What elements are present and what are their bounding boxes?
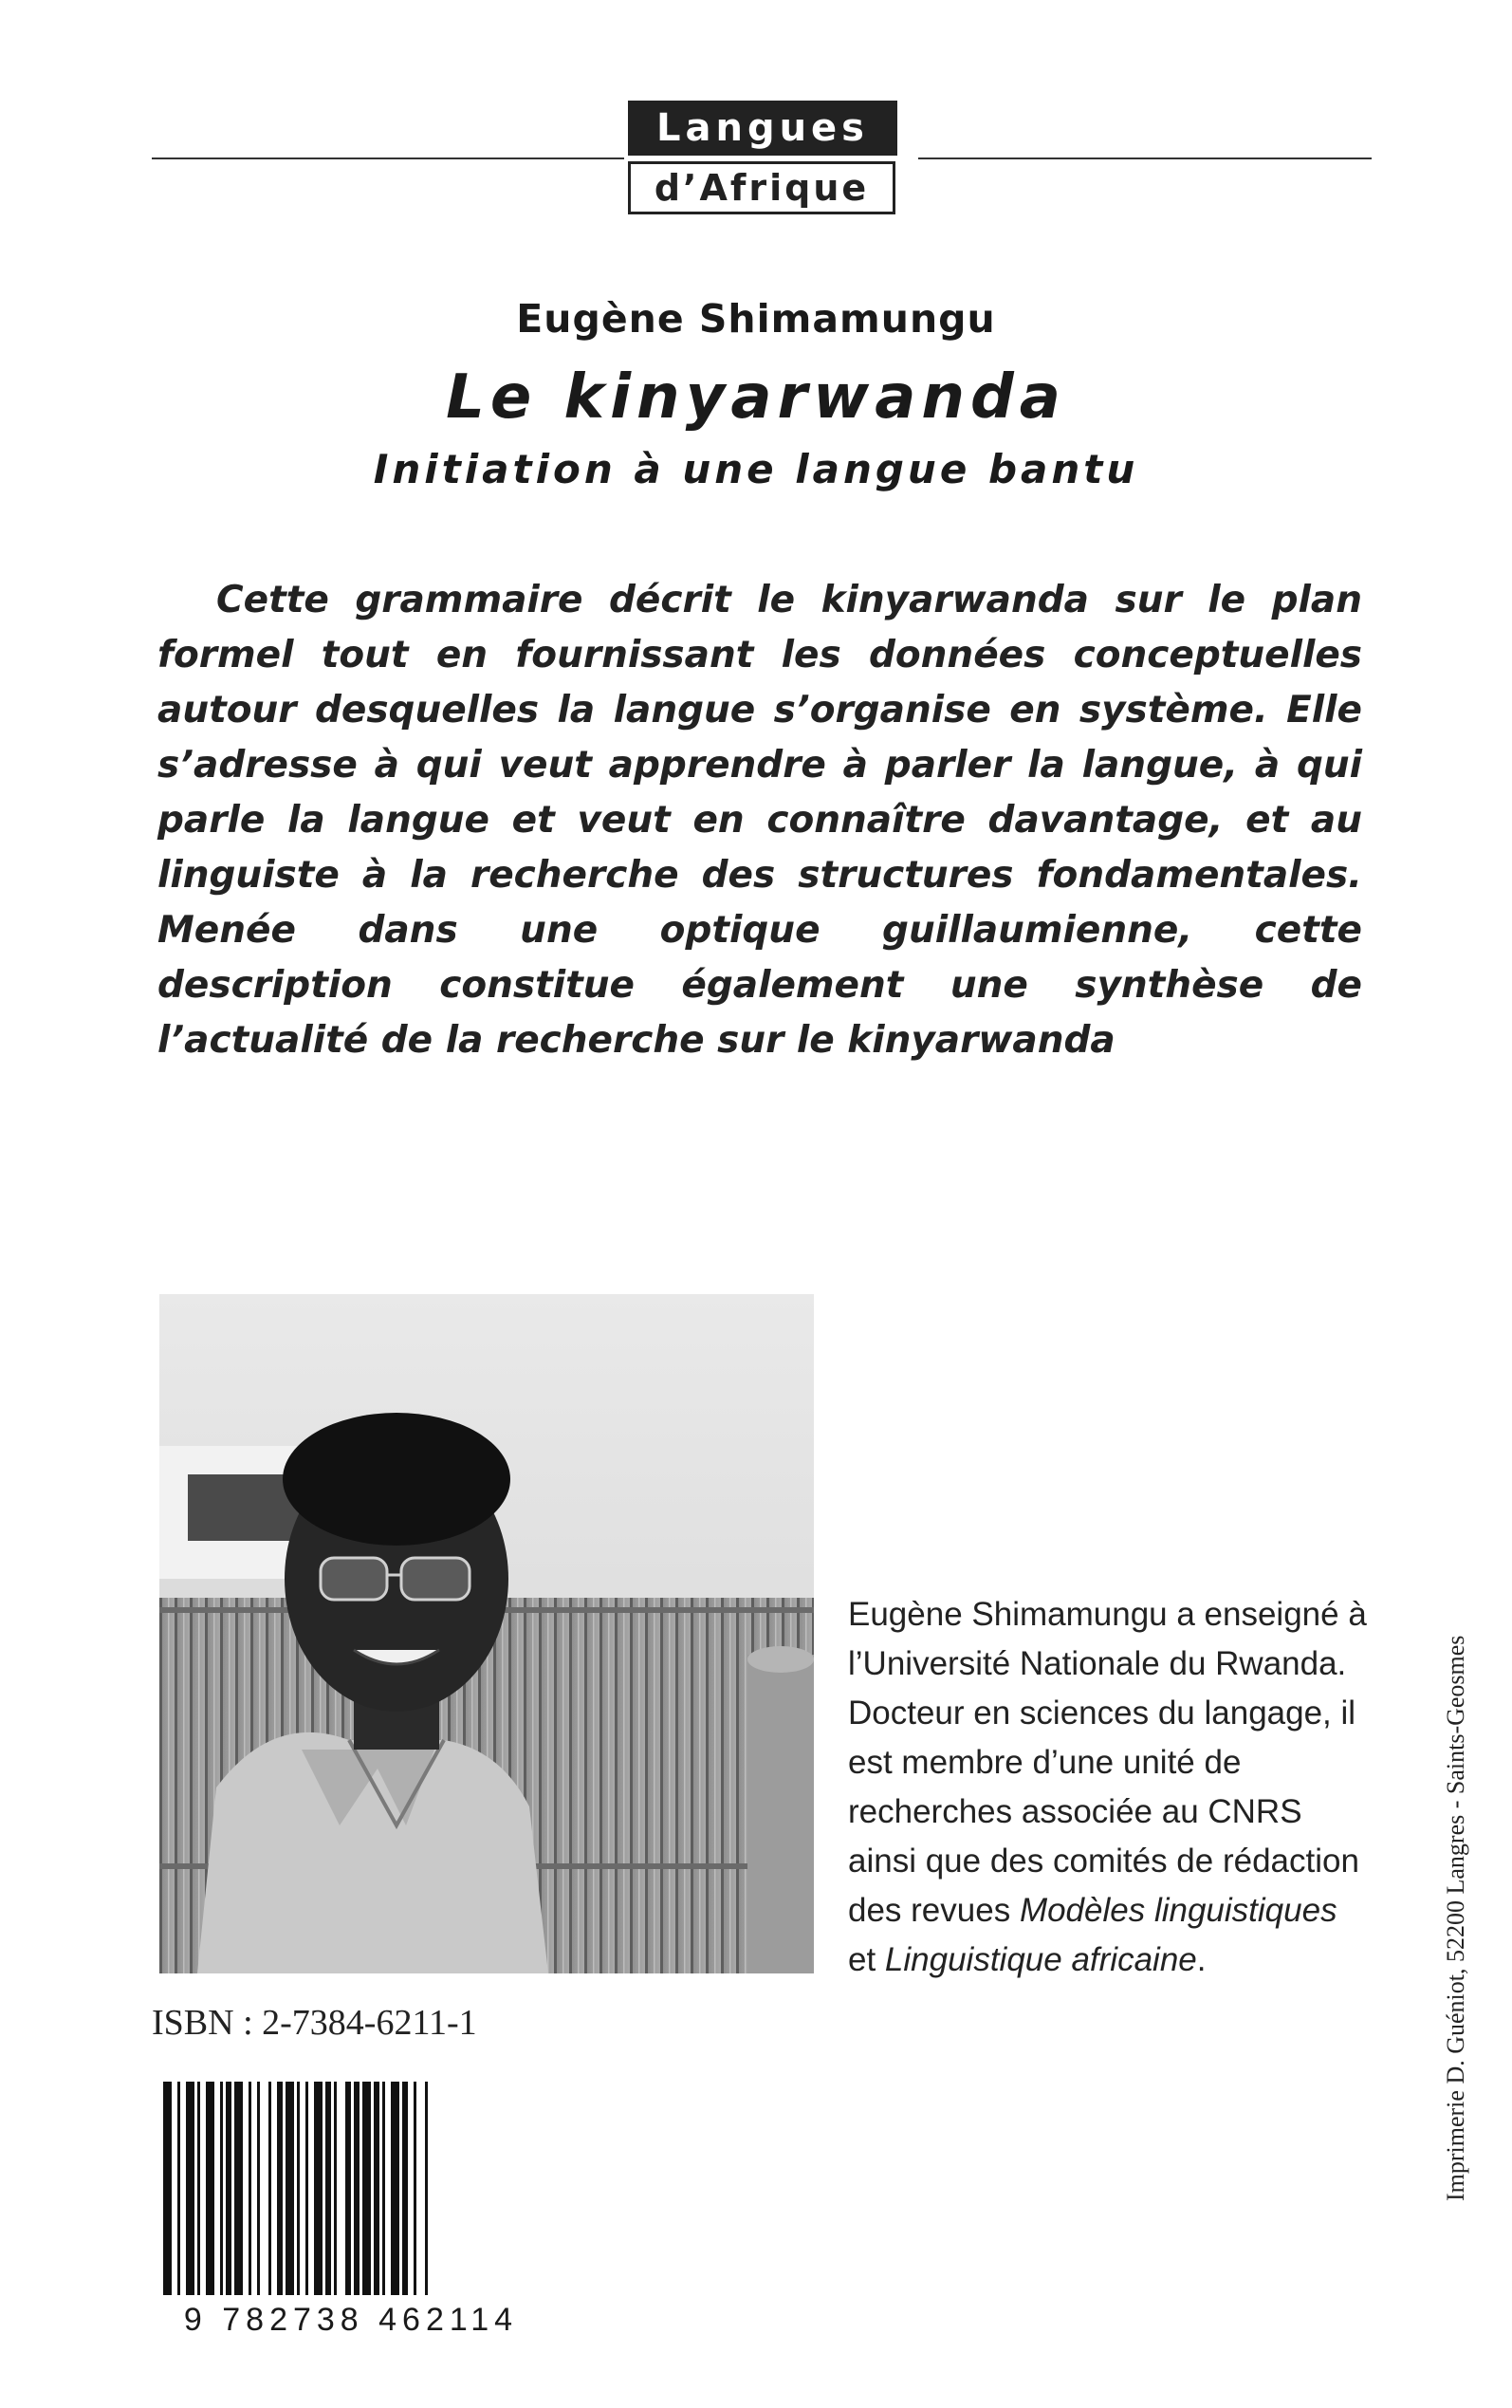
- barcode-bar: [186, 2082, 194, 2295]
- barcode-bar: [226, 2082, 231, 2295]
- journal-name-1: Modèles linguistiques: [1019, 1892, 1337, 1929]
- barcode-bar: [382, 2082, 385, 2295]
- author-bio: [848, 1590, 1389, 1985]
- barcode-bar: [362, 2082, 371, 2295]
- bio-line: [848, 1936, 1389, 1985]
- bio-line: l’Université Nationale du Rwanda.: [848, 1645, 1347, 1682]
- bio-line: recherches associée au CNRS: [848, 1793, 1302, 1830]
- barcode-digits: 9 782738 462114: [183, 2302, 519, 2338]
- journal-name-2: Linguistique africaine: [884, 1941, 1197, 1978]
- series-label-top: Langues: [628, 101, 897, 156]
- barcode-bar: [197, 2082, 200, 2295]
- barcode-bar: [314, 2082, 323, 2295]
- barcode-bar: [163, 2082, 172, 2319]
- back-cover-blurb: Cette grammaire décrit le kinyarwanda sur le plan formel tout en fournissant les données conceptuelles autour desquelles la langue s’organise en système. Elle s’adresse à qui veut apprendre à parler la langue, à qui parle la langue et veut en connaître davantage, et au linguiste à la recherche des structures fondamentales. Menée dans une optique guillaumienne, cette description constitue également une synthèse de l’actualité de la recherche sur le kinyarwanda: [157, 579, 1362, 1062]
- barcode-bar: [286, 2082, 294, 2295]
- author-photo: [159, 1294, 814, 1973]
- barcode-bar: [334, 2082, 337, 2295]
- book-title: Le kinyarwanda: [446, 362, 1066, 433]
- barcode: [152, 2082, 550, 2338]
- barcode-bar: [234, 2082, 243, 2295]
- barcode-bar: [206, 2082, 214, 2295]
- barcode-bar: [220, 2082, 223, 2295]
- bio-and-word: et: [848, 1941, 885, 1978]
- barcode-bar: [391, 2082, 399, 2295]
- bio-line: ainsi que des comités de rédaction: [848, 1843, 1359, 1880]
- barcode-bar: [249, 2082, 251, 2295]
- barcode-bar: [305, 2082, 308, 2295]
- barcode-bar: [345, 2082, 351, 2295]
- bio-line-text: des revues: [848, 1892, 1020, 1929]
- barcode-bar: [402, 2082, 408, 2295]
- barcode-bar: [414, 2082, 416, 2295]
- bio-line: est membre d’une unité de: [848, 1744, 1242, 1781]
- book-subtitle: Initiation à une langue bantu: [373, 446, 1139, 492]
- barcode-bar: [374, 2082, 379, 2295]
- bio-end-punct: .: [1196, 1941, 1207, 1978]
- barcode-bar: [425, 2082, 428, 2319]
- barcode-bar: [177, 2082, 180, 2319]
- barcode-bar: [325, 2082, 331, 2295]
- bio-line: Eugène Shimamungu a enseigné à: [848, 1596, 1367, 1633]
- series-label-bottom: d’Afrique: [628, 161, 895, 214]
- barcode-bar: [297, 2082, 300, 2295]
- header-rule-left: [152, 157, 624, 159]
- bio-line: [848, 1886, 1389, 1936]
- author-name: Eugène Shimamungu: [516, 296, 996, 342]
- bio-line: Docteur en sciences du langage, il: [848, 1695, 1356, 1732]
- barcode-bar: [277, 2082, 283, 2295]
- header-rule-right: [918, 157, 1372, 159]
- barcode-bar: [268, 2082, 271, 2295]
- printer-credit: Imprimerie D. Guéniot, 52200 Langres - Saints-Geosmes: [1442, 1635, 1469, 2201]
- barcode-bar: [354, 2082, 360, 2295]
- isbn-text: ISBN : 2-7384-6211-1: [152, 2003, 477, 2043]
- barcode-bar: [257, 2082, 260, 2295]
